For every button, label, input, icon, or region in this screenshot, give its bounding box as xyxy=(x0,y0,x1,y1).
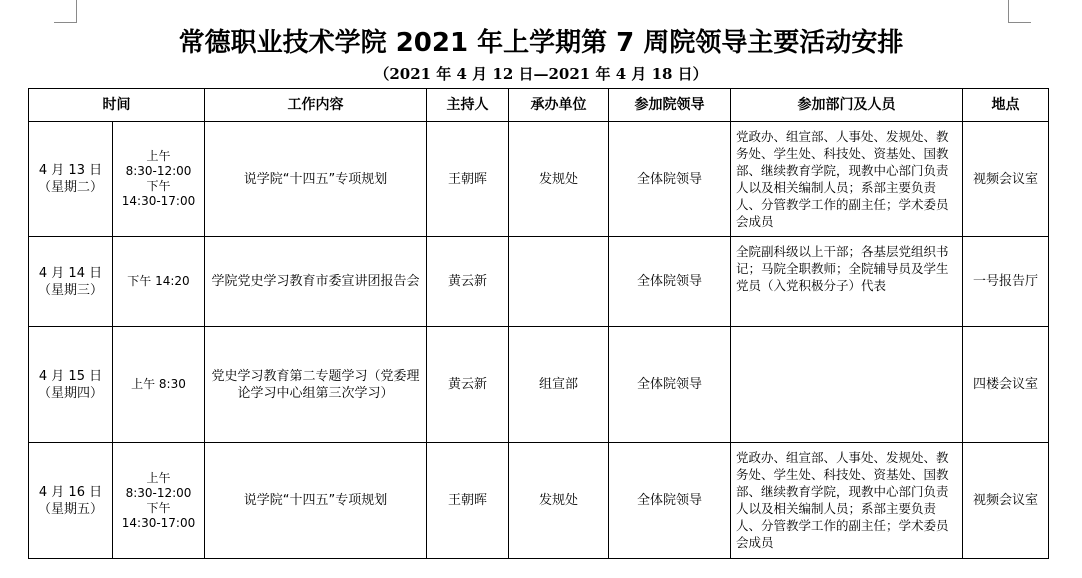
location-cell: 一号报告厅 xyxy=(963,237,1049,327)
content-cell: 党史学习教育第二专题学习（党委理论学习中心组第三次学习） xyxy=(205,327,427,443)
date: 4 月 13 日 xyxy=(38,163,103,178)
header-row xyxy=(29,89,1049,122)
date: 4 月 15 日 xyxy=(38,368,103,384)
time-cell xyxy=(113,327,205,443)
time-cell xyxy=(113,122,205,237)
location-cell: 视频会议室 xyxy=(963,122,1049,237)
header-depts: 参加部门及人员 xyxy=(731,89,963,122)
leaders-cell: 全体院领导 xyxy=(609,122,731,237)
crop-mark-top-right xyxy=(1008,0,1031,23)
header-host: 主持人 xyxy=(427,89,509,122)
table-row xyxy=(29,122,1049,237)
table-row xyxy=(29,443,1049,559)
weekday: （星期四） xyxy=(37,385,103,401)
unit-cell: 发规处 xyxy=(509,122,609,237)
leaders-cell: 全体院领导 xyxy=(609,327,731,443)
weekday: （星期五） xyxy=(37,501,103,517)
host-cell: 黄云新 xyxy=(427,237,509,327)
schedule-table xyxy=(28,88,1049,559)
document-subtitle: （2021 年 4 月 12 日—2021 年 4 月 18 日） xyxy=(374,65,708,83)
header-time: 时间 xyxy=(29,89,205,122)
time-line: 下午 xyxy=(146,179,171,193)
time-line: 上午 8:30 xyxy=(131,377,186,391)
time-cell xyxy=(113,237,205,327)
header-leaders: 参加院领导 xyxy=(609,89,731,122)
unit-cell: 组宣部 xyxy=(509,327,609,443)
date: 4 月 16 日 xyxy=(38,484,103,500)
date-cell xyxy=(29,122,113,237)
content-cell: 说学院“十四五”专项规划 xyxy=(205,443,427,559)
date: 4 月 14 日 xyxy=(38,265,103,281)
date-cell xyxy=(29,443,113,559)
depts-cell: 全院副科级以上干部；各基层党组织书记；马院全职教师；全院辅导员及学生党员（入党积极分子）代表 xyxy=(731,237,963,327)
unit-cell: 发规处 xyxy=(509,443,609,559)
table-row xyxy=(29,237,1049,327)
leaders-cell: 全体院领导 xyxy=(609,443,731,559)
time-line: 14:30-17:00 xyxy=(121,515,196,530)
time-line: 14:30-17:00 xyxy=(121,194,196,208)
time-line: 上午 xyxy=(146,149,171,163)
time-line: 8:30-12:00 xyxy=(125,485,192,500)
host-cell: 王朝晖 xyxy=(427,443,509,559)
unit-cell xyxy=(509,237,609,327)
depts-cell xyxy=(731,327,963,443)
content-cell: 说学院“十四五”专项规划 xyxy=(205,122,427,237)
time-line: 下午 xyxy=(146,500,171,515)
weekday: （星期二） xyxy=(37,180,103,195)
header-location: 地点 xyxy=(963,89,1049,122)
location-cell: 视频会议室 xyxy=(963,443,1049,559)
host-cell: 黄云新 xyxy=(427,327,509,443)
location-cell: 四楼会议室 xyxy=(963,327,1049,443)
weekday: （星期三） xyxy=(37,282,103,298)
time-cell xyxy=(113,443,205,559)
date-cell xyxy=(29,327,113,443)
document-title: 常德职业技术学院 2021 年上学期第 7 周院领导主要活动安排 xyxy=(178,28,904,58)
crop-mark-top-left xyxy=(54,0,77,23)
leaders-cell: 全体院领导 xyxy=(609,237,731,327)
time-line: 下午 14:20 xyxy=(127,274,190,288)
time-line: 8:30-12:00 xyxy=(125,164,192,178)
header-content: 工作内容 xyxy=(205,89,427,122)
time-line: 上午 xyxy=(146,470,171,485)
header-unit: 承办单位 xyxy=(509,89,609,122)
depts-cell: 党政办、组宣部、人事处、发规处、教务处、学生处、科技处、资基处、国教部、继续教育学院，现教中心部门负责人以及相关编制人员；系部主要负责人、分管教学工作的副主任；学术委员会成员 xyxy=(731,122,963,237)
host-cell: 王朝晖 xyxy=(427,122,509,237)
date-cell xyxy=(29,237,113,327)
table-row xyxy=(29,327,1049,443)
depts-cell: 党政办、组宣部、人事处、发规处、教务处、学生处、科技处、资基处、国教部、继续教育学院，现教中心部门负责人以及相关编制人员；系部主要负责人、分管教学工作的副主任；学术委员会成员 xyxy=(731,443,963,559)
content-cell: 学院党史学习教育市委宣讲团报告会 xyxy=(205,237,427,327)
